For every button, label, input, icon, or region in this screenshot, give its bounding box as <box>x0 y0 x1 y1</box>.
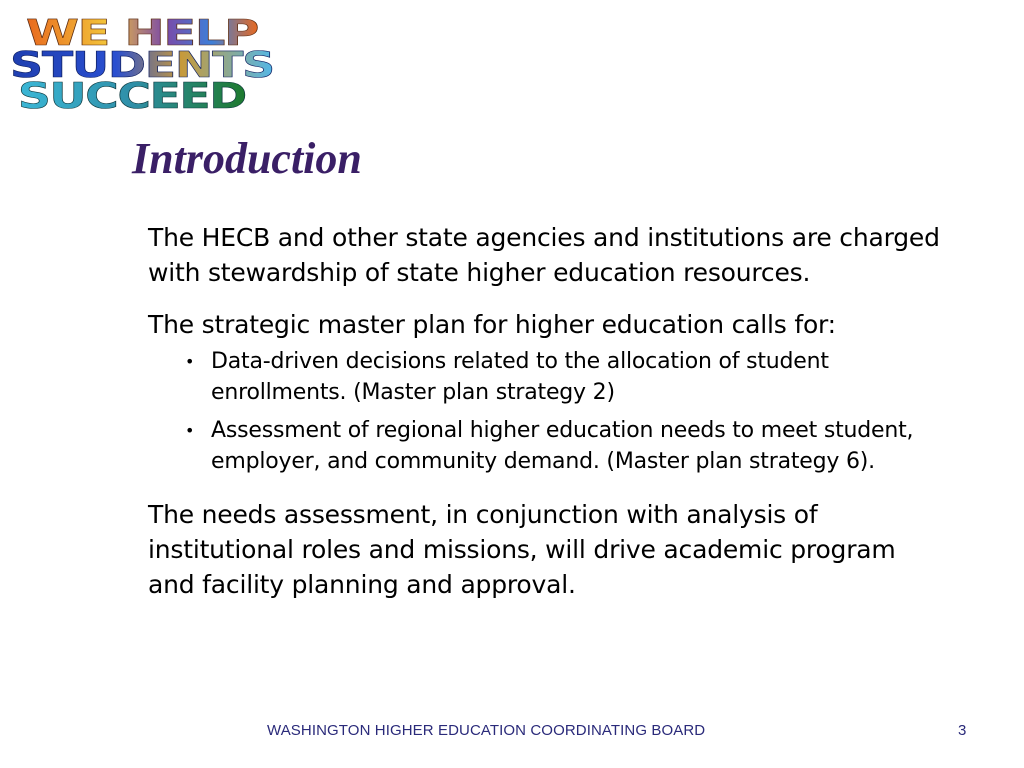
bullet-item <box>185 346 948 408</box>
logo-line-1: WE HELP <box>26 14 258 54</box>
bullet-text: Assessment of regional higher education needs to meet student, employer, and community demand. (Master plan strategy 6). <box>211 418 914 474</box>
slide-title: Introduction <box>132 134 362 183</box>
bullet-item <box>185 415 948 477</box>
master-plan-paragraph: The strategic master plan for higher education calls for: <box>148 310 836 339</box>
page-number: 3 <box>958 722 967 739</box>
bullet-text: Data-driven decisions related to the allocation of student enrollments. (Master plan strategy 2) <box>211 349 829 405</box>
intro-paragraph: The HECB and other state agencies and institutions are charged with stewardship of state higher education resources. <box>148 223 940 287</box>
master-plan-bullet-list <box>148 346 948 477</box>
footer-organization: WASHINGTON HIGHER EDUCATION COORDINATING BOARD <box>267 722 706 739</box>
logo-line-2: STUDENTS <box>10 45 274 86</box>
bullet-dot-icon: • <box>185 352 195 371</box>
bullet-dot-icon: • <box>185 421 195 440</box>
logo-graphic <box>6 14 278 114</box>
we-help-students-succeed-logo <box>6 14 278 114</box>
slide-body <box>148 220 948 602</box>
needs-assessment-paragraph: The needs assessment, in conjunction with analysis of institutional roles and missions, will drive academic program and facility planning and approval. <box>148 500 896 599</box>
logo-line-3: SUCCEED <box>18 76 246 114</box>
